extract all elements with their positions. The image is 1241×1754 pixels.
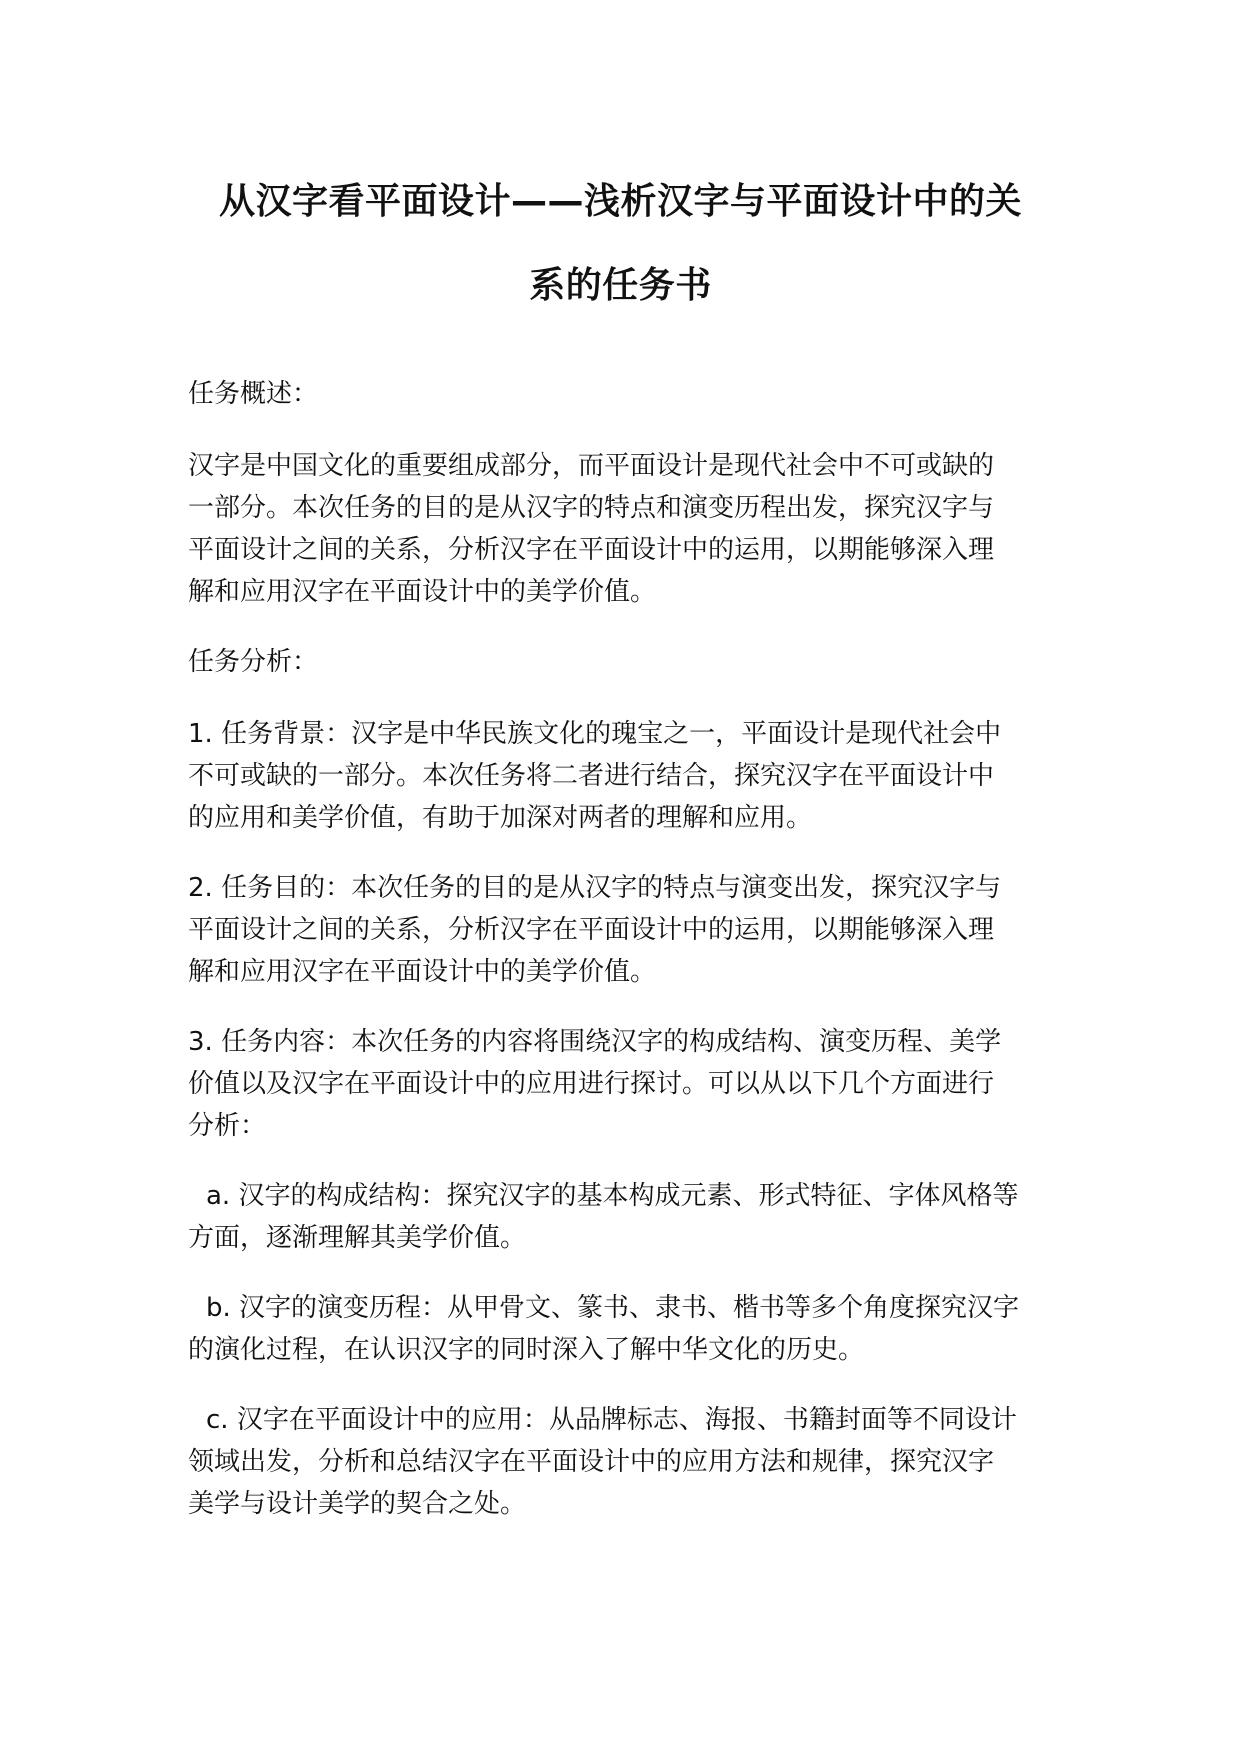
item-2-line: 平面设计之间的关系，分析汉字在平面设计中的运用，以期能够深入理: [188, 915, 995, 945]
item-3-line: 3. 任务内容：本次任务的内容将围绕汉字的构成结构、演变历程、美学: [188, 1027, 1002, 1057]
sub-item-b-paragraph: [188, 1287, 1058, 1371]
sub-item-c-line: c. 汉字在平面设计中的应用：从品牌标志、海报、书籍封面等不同设计: [206, 1405, 1017, 1435]
title-line-1: 从汉字看平面设计——浅析汉字与平面设计中的关: [218, 181, 1022, 222]
overview-line: 汉字是中国文化的重要组成部分，而平面设计是现代社会中不可或缺的: [188, 451, 995, 481]
overview-line: 解和应用汉字在平面设计中的美学价值。: [188, 577, 657, 607]
title-line-2: 系的任务书: [529, 265, 712, 306]
overview-line: 一部分。本次任务的目的是从汉字的特点和演变历程出发，探究汉字与: [188, 493, 995, 523]
item-2-paragraph: [188, 867, 1058, 993]
overview-heading: 任务概述：: [188, 379, 319, 409]
item-1-line: 不可或缺的一部分。本次任务将二者进行结合，探究汉字在平面设计中: [188, 761, 995, 791]
sub-item-a-line: 方面，逐渐理解其美学价值。: [188, 1223, 527, 1253]
document-body: [188, 373, 1058, 1553]
item-3-line: 价值以及汉字在平面设计中的应用进行探讨。可以从以下几个方面进行: [188, 1069, 995, 1099]
sub-item-b-line: b. 汉字的演变历程：从甲骨文、篆书、隶书、楷书等多个角度探究汉字: [206, 1293, 1020, 1323]
item-1-line: 的应用和美学价值，有助于加深对两者的理解和应用。: [188, 803, 813, 833]
item-2-line: 2. 任务目的：本次任务的目的是从汉字的特点与演变出发，探究汉字与: [188, 873, 1002, 903]
item-3-paragraph: [188, 1021, 1058, 1147]
item-3-line: 分析：: [188, 1111, 267, 1141]
sub-item-a-line: a. 汉字的构成结构：探究汉字的基本构成元素、形式特征、字体风格等: [206, 1181, 1019, 1211]
item-1-paragraph: [188, 713, 1058, 839]
sub-item-c-paragraph: [188, 1399, 1058, 1525]
item-1-line: 1. 任务背景：汉字是中华民族文化的瑰宝之一，平面设计是现代社会中: [188, 719, 1002, 749]
sub-item-b-line: 的演化过程，在认识汉字的同时深入了解中华文化的历史。: [188, 1335, 865, 1365]
sub-item-c-line: 美学与设计美学的契合之处。: [188, 1489, 527, 1519]
sub-item-c-line: 领域出发，分析和总结汉字在平面设计中的应用方法和规律，探究汉字: [188, 1447, 995, 1477]
overview-paragraph: [188, 445, 1058, 613]
sub-item-a-paragraph: [188, 1175, 1058, 1259]
overview-line: 平面设计之间的关系，分析汉字在平面设计中的运用，以期能够深入理: [188, 535, 995, 565]
document-title: [160, 160, 1081, 328]
item-2-line: 解和应用汉字在平面设计中的美学价值。: [188, 957, 657, 987]
analysis-heading: 任务分析：: [188, 647, 319, 677]
